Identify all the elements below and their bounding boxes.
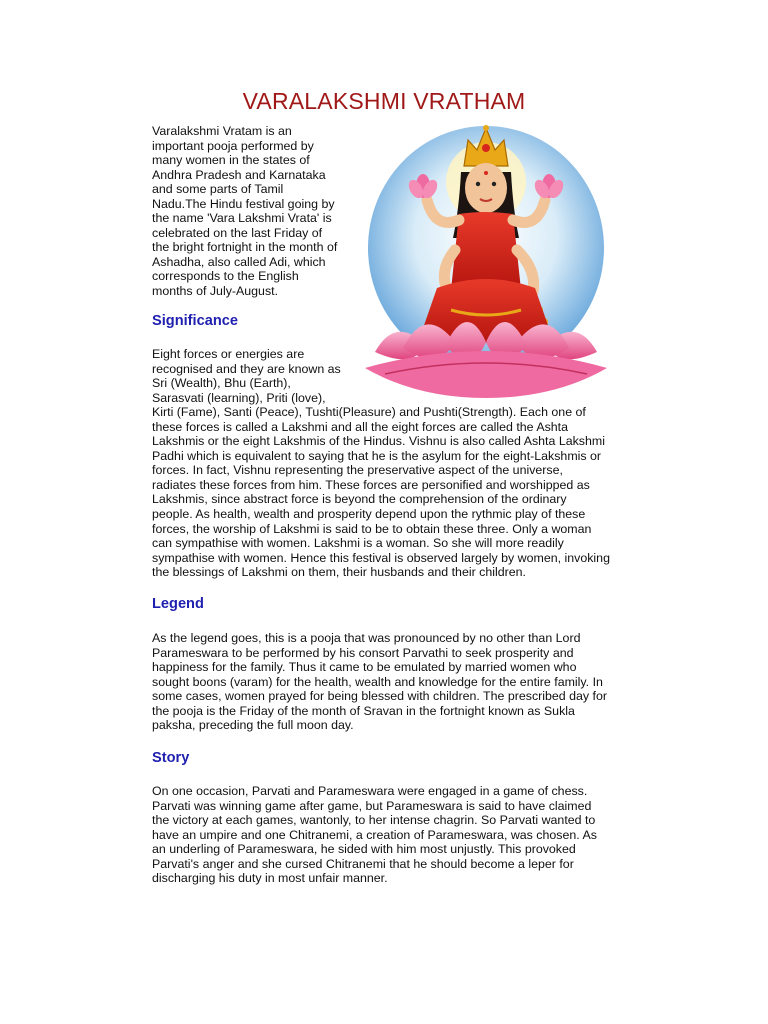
significance-line: sympathise with women. Hence this festival is observed largely by women, invoking [152, 550, 610, 565]
intro-line: Andhra Pradesh and Karnataka [152, 167, 326, 182]
significance-line: Sri (Wealth), Bhu (Earth), [152, 376, 291, 391]
significance-line: these forces is called a Lakshmi and all the eight forces are called the Ashta [152, 419, 569, 434]
page-title: VARALAKSHMI VRATHAM [242, 88, 526, 114]
legend-line: happiness for the family. Thus it came to be emulated by married women who [152, 660, 577, 675]
intro-line: the bright fortnight in the month of [152, 240, 338, 255]
intro-line: Varalakshmi Vratam is an [152, 124, 292, 138]
legend-line: the pooja is the Friday of the month of Sravan in the fortnight known as Sukla [152, 703, 575, 718]
story-line: Parvati was winning game after game, but Parameswara is said to have claimed [152, 798, 592, 813]
story-line: have an umpire and one Chitranemi, a creation of Parameswara, was chosen. As [152, 827, 597, 842]
legend-line: Parameswara to be performed by his consort Parvathi to seek prosperity and [152, 645, 574, 660]
significance-line: can sympathise with women. Lakshmi is a woman. So she will more readily [152, 536, 564, 551]
significance-line: Lakshmis, since abstract force is beyond the comprehension of the ordinary [152, 492, 567, 507]
significance-line: Sarasvati (learning), Priti (love), [152, 390, 326, 405]
intro-line: the name 'Vara Lakshmi Vrata' is [152, 211, 332, 226]
legend-line: some cases, women prayed for being blessed with children. The prescribed day for [152, 689, 608, 704]
story-line: Parvati's anger and she cursed Chitranemi that he should become a leper for [152, 856, 574, 871]
significance-line: forces. In fact, Vishnu representing the preservative aspect of the universe, [152, 463, 563, 478]
significance-line: recognised and they are known as [152, 361, 341, 376]
story-line: the victory at each games, wantonly, to her intense chagrin. So Parvati wanted to [152, 813, 596, 828]
story-paragraph [152, 784, 597, 886]
significance-line: people. As health, wealth and prosperity depend upon the rythmic play of these [152, 507, 586, 522]
intro-line: many women in the states of [152, 153, 310, 168]
story-line: discharging his duty in most unfair manner. [152, 871, 388, 886]
lakshmi-illustration [355, 120, 617, 400]
goddess-lakshmi-on-lotus-illustration [355, 120, 617, 400]
intro-line: months of July-August. [152, 284, 279, 299]
heading-significance: Significance [152, 313, 238, 329]
significance-line: Lakshmis or the eight Lakshmis of the Hindus. Vishnu is also called Ashta Lakshmi [152, 434, 605, 449]
legend-line: sought boons (varam) for the health, wealth and knowledge for the entire family. In [152, 674, 603, 689]
significance-line: Eight forces or energies are [152, 347, 305, 361]
intro-line: Nadu.The Hindu festival going by [152, 196, 335, 211]
intro-line: Ashadha, also called Adi, which [152, 254, 326, 269]
intro-line: and some parts of Tamil [152, 182, 284, 197]
legend-line: paksha, preceding the full moon day. [152, 718, 354, 733]
heading-story: Story [152, 750, 190, 766]
significance-line: radiates these forces from him. These forces are personified and worshipped as [152, 477, 590, 492]
story-line: On one occasion, Parvati and Parameswara were engaged in a game of chess. [152, 784, 588, 798]
legend-paragraph [152, 631, 607, 733]
significance-line: forces, the worship of Lakshmi is said to be to obtain these three. Only a woman [152, 521, 592, 536]
significance-line: Kirti (Fame), Santi (Peace), Tushti(Pleasure) and Pushti(Strength). Each one of [152, 405, 586, 420]
intro-line: corresponds to the English [152, 269, 299, 284]
heading-legend: Legend [152, 596, 204, 612]
intro-line: celebrated on the last Friday of [152, 225, 323, 240]
significance-line: the blessings of Lakshmi on them, their husbands and their children. [152, 565, 527, 580]
legend-line: As the legend goes, this is a pooja that was pronounced by no other than Lord [152, 631, 581, 645]
story-line: an underling of Parameswara, he sided with him most unjustly. This provoked [152, 842, 576, 857]
significance-line: Padhi which is equivalent to saying that he is the asylum for the eight-Lakshmis or [152, 448, 602, 463]
intro-line: important pooja performed by [152, 138, 314, 153]
intro-paragraph [152, 124, 337, 299]
